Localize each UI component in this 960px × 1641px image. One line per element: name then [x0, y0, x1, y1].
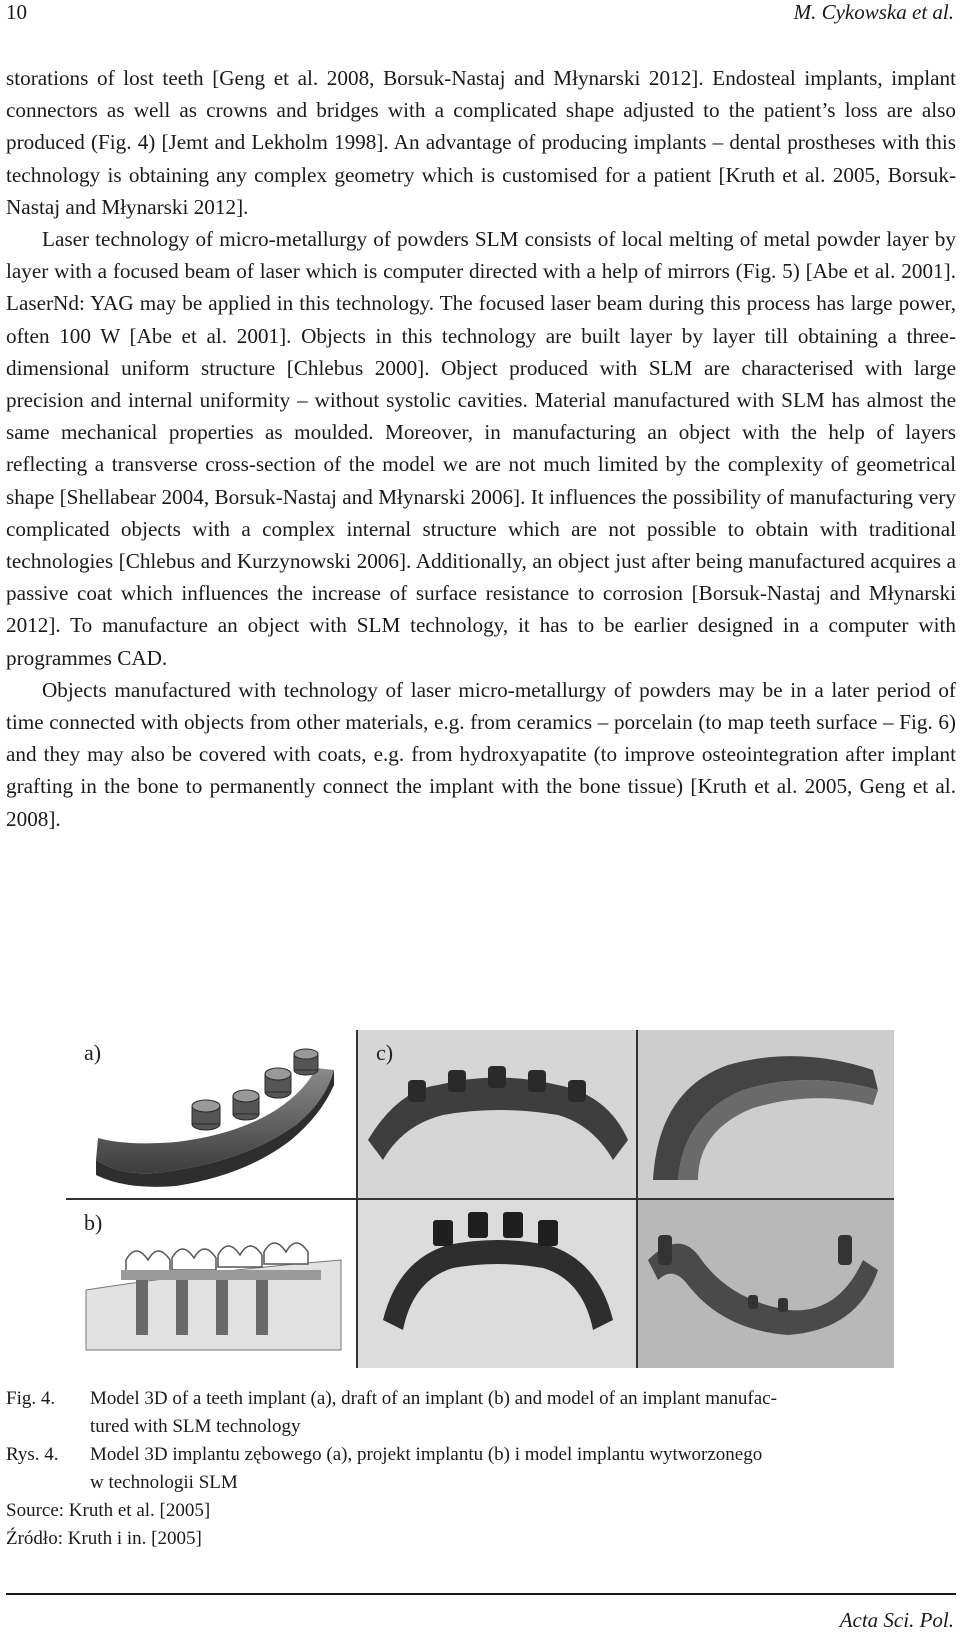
- panel-label-a: a): [84, 1040, 102, 1065]
- page-number: 10: [6, 0, 27, 24]
- journal-name: Acta Sci. Pol.: [839, 1608, 954, 1632]
- running-head: M. Cykowska et al.: [793, 0, 954, 24]
- figure-panel-b: [66, 1200, 356, 1368]
- paragraph-2: Laser technology of micro-metallurgy of powders SLM consists of local melting of metal powder layer by layer with a focused beam of laser which is computer directed with a help of mirrors (Fig. 5) [Abe et al. 2001]. LaserNd: YAG may be applied in this technology. The focused laser beam during this process has large power, often 100 W [Abe et al. 2001]. Objects in this technology are built layer by layer till obtaining a three-dimensional uniform structure [Chlebus 2000]. Object produced with SLM are characterised with large precision and internal uniformity – without systolic cavities. Material manufactured with SLM has almost the same mechanical properties as moulded. Moreover, in manufacturing an object with the help of layers reflecting a transverse cross-section of the model we are not much limited by the complexity of geometrical shape [Shellabear 2004, Borsuk-Nastaj and Młynarski 2006]. It influences the possibility of manufacturing very complicated objects with a complex internal structure which are not possible to obtain with traditional technologies [Chlebus and Kurzynowski 2006]. Additionally, an object just after being manufactured acquires a passive coat which influences the increase of surface resistance to corrosion [Borsuk-Nastaj and Młynarski 2012]. To manufacture an object with SLM technology, it has to be earlier designed in a computer with programmes CAD.: [6, 227, 956, 670]
- caption-pl-line-2: w technologii SLM: [90, 1472, 238, 1493]
- implant-draft-image: [66, 1200, 356, 1368]
- caption-en-line-1: Model 3D of a teeth implant (a), draft of an implant (b) and model of an implant manufac-: [90, 1388, 777, 1409]
- figure-panel-c-bottom-right: [638, 1200, 894, 1368]
- caption-en: [6, 1385, 956, 1441]
- figure-panel-a: [66, 1030, 356, 1198]
- implant-photo-top-right-image: [638, 1030, 894, 1198]
- caption-en-line-2: tured with SLM technology: [90, 1416, 301, 1437]
- caption-pl-line-1: Model 3D implantu zębowego (a), projekt implantu (b) i model implantu wytworzonego: [90, 1444, 763, 1465]
- source-en: Source: Kruth et al. [2005]: [6, 1500, 211, 1521]
- caption-pl-label: Rys. 4.: [6, 1444, 59, 1465]
- body-text: [6, 62, 956, 835]
- caption-en-text: [90, 1385, 956, 1441]
- source-pl: Źródło: Kruth i in. [2005]: [6, 1528, 202, 1549]
- caption-pl-text: [90, 1441, 956, 1497]
- panel-label-b: b): [84, 1210, 103, 1235]
- figure-panel-c: [358, 1030, 636, 1368]
- implant-photo-bottom-right-image: [638, 1200, 894, 1368]
- figure-4: [66, 1030, 894, 1368]
- implant-3d-model-image: [66, 1030, 356, 1198]
- caption-pl: [6, 1441, 956, 1497]
- figure-captions: [6, 1385, 956, 1553]
- paragraph-3: Objects manufactured with technology of laser micro-metallurgy of powders may be in a later period of time connected with objects from other materials, e.g. from ceramics – porcelain (to map teeth surface – Fig. 6) and they may also be covered with coats, e.g. from hydroxyapatite (to improve osteointegration after implant grafting in the bone to permanently connect the implant with the bone tissue) [Kruth et al. 2005, Geng et al. 2008].: [6, 677, 956, 831]
- caption-en-label: Fig. 4.: [6, 1388, 56, 1409]
- footer-rule: [6, 1593, 956, 1595]
- paragraph-1: storations of lost teeth [Geng et al. 2008, Borsuk-Nastaj and Młynarski 2012]. Endosteal implants, implant connectors as well as crowns and bridges with a complicated shape adjusted to the patient’s loss are also produced (Fig. 4) [Jemt and Lekholm 1998]. An advantage of producing implants – dental prostheses with this technology is obtaining any complex geometry which is customised for a patient [Kruth et al. 2005, Borsuk-Nastaj and Młynarski 2012].: [6, 66, 956, 219]
- panel-label-c: c): [376, 1040, 394, 1065]
- implant-photo-image: [358, 1030, 636, 1368]
- figure-panel-c-top-right: [638, 1030, 894, 1198]
